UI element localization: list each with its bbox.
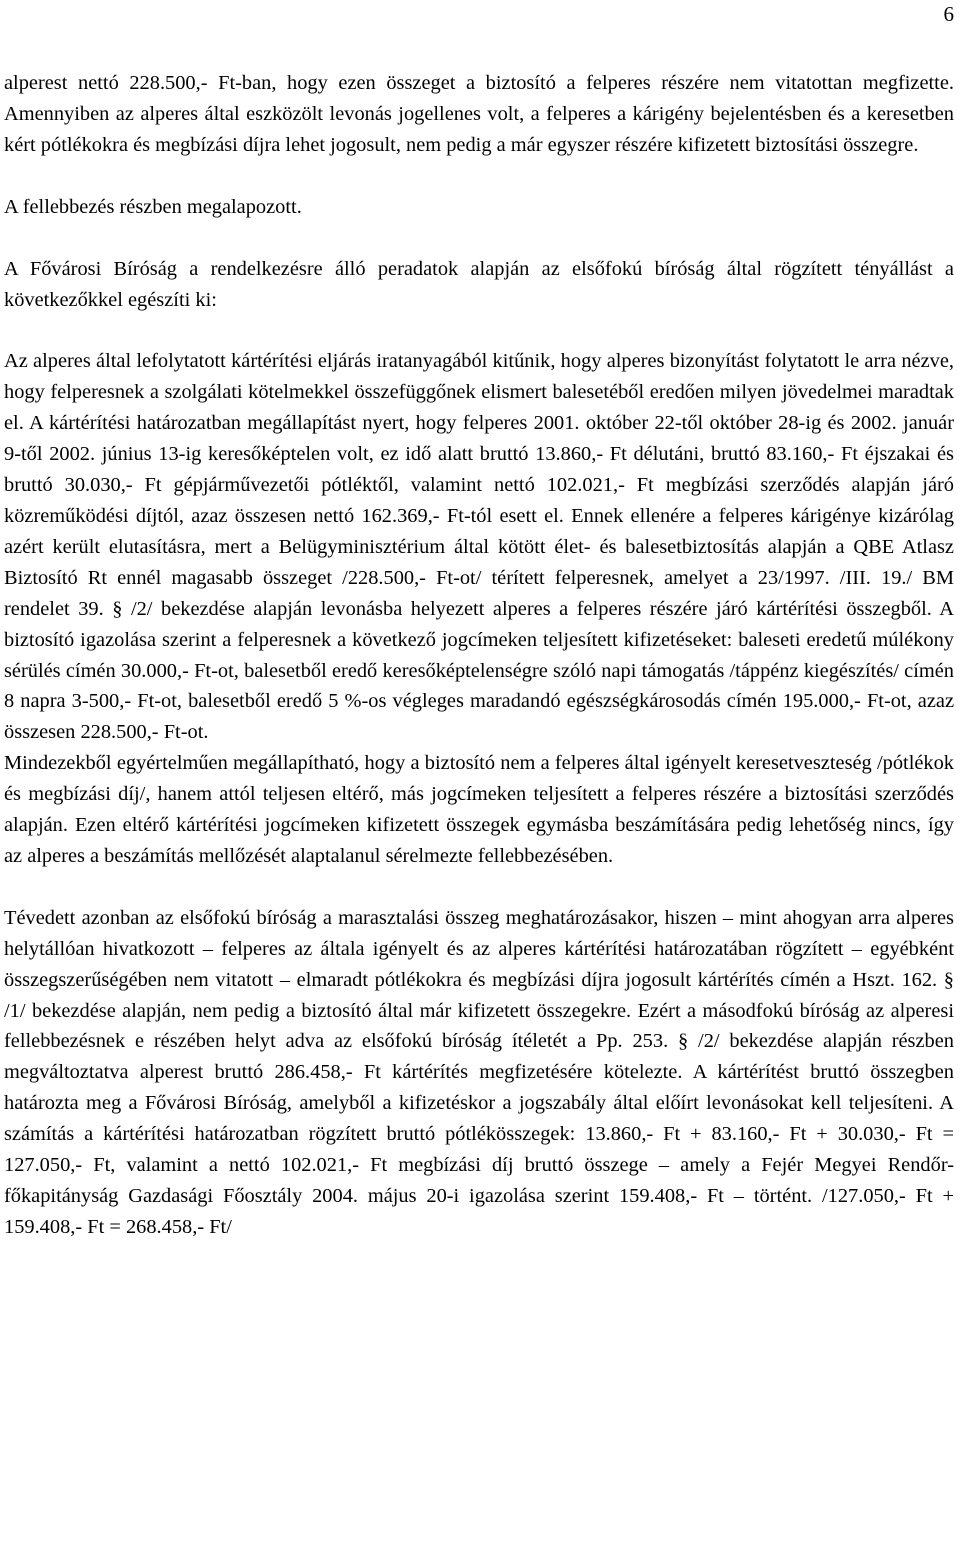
document-body	[4, 68, 954, 1243]
paragraph: Mindezekből egyértelműen megállapítható, hogy a biztosító nem a felperes által igényelt keresetveszteség /pótlékok és megbízási díj/, hanem attól teljesen eltérő, más jogcímeken teljesített a felperes részére a biztosítási szerződés alapján. Ezen eltérő kártérítési jogcímeken kifizetett összegek egymásba beszámítására pedig lehetőség nincs, így az alperes a beszámítás mellőzését alaptalanul sérelmezte fellebbezésében.	[4, 752, 954, 867]
paragraph: Tévedett azonban az elsőfokú bíróság a marasztalási összeg meghatározásakor, hiszen – mint ahogyan arra alperes helytállóan hivatkozott – felperes az általa igényelt és az alperes kártérítési határozatában rögzített – egyébként összegszerűségében nem vitatott – elmaradt pótlékokra és megbízási díjra jogosult kártérítés címén a Hszt. 162. § /1/ bekezdése alapján, nem pedig a biztosító által már kifizetett összegekre. Ezért a másodfokú bíróság az alperesi fellebbezésnek e részében helyt adva az elsőfokú bíróság ítéletét a Pp. 253. § /2/ bekezdése alapján részben megváltoztatva alperest bruttó 286.458,- Ft kártérítés megfizetésére kötelezte. A kártérítést bruttó összegben határozta meg a Fővárosi Bíróság, amelyből a kifizetéskor a jogszabály által előírt levonásokat kell teljesíteni. A számítás a kártérítési határozatban rögzített bruttó pótlékösszegek: 13.860,- Ft + 83.160,- Ft + 30.030,- Ft = 127.050,- Ft, valamint a nettó 102.021,- Ft megbízási díj bruttó összege – amely a Fejér Megyei Rendőr-főkapitányság Gazdasági Főosztály 2004. május 20-i igazolása szerint 159.408,- Ft – történt. /127.050,- Ft + 159.408,- Ft = 268.458,- Ft/	[4, 906, 954, 1238]
paragraph: A Fővárosi Bíróság a rendelkezésre álló peradatok alapján az elsőfokú bíróság által rögzített tényállást a következőkkel egészíti ki:	[4, 257, 954, 311]
page-number: 6	[943, 2, 954, 26]
paragraph: A fellebbezés részben megalapozott.	[4, 195, 302, 218]
paragraph: Az alperes által lefolytatott kártérítési eljárás iratanyagából kitűnik, hogy alperes bizonyítást folytatott le arra nézve, hogy felperesnek a szolgálati kötelmekkel összefüggőnek elismert balesetéből eredően milyen jövedelmei maradtak el. A kártérítési határozatban megállapítást nyert, hogy felperes 2001. október 22-től október 28-ig és 2002. január 9-től 2002. június 13-ig keresőképtelen volt, ez idő alatt bruttó 13.860,- Ft délutáni, bruttó 83.160,- Ft éjszakai és bruttó 30.030,- Ft gépjárművezetői pótléktől, valamint nettó 102.021,- Ft megbízási szerződés alapján járó közreműködési díjtól, azaz összesen nettó 162.369,- Ft-tól esett el. Ennek ellenére a felperes kárigénye kizárólag azért került elutasításra, mert a Belügyminisztérium által kötött élet- és balesetbiztosítás alapján a QBE Atlasz Biztosító Rt ennél magasabb összeget /228.500,- Ft-ot/ térített felperesnek, amelyet a 23/1997. /III. 19./ BM rendelet 39. § /2/ bekezdése alapján levonásba helyezett alperes a felperes részére járó kártérítési összegből. A biztosító igazolása szerint a felperesnek a következő jogcímeken teljesített kifizetéseket: baleseti eredetű múlékony sérülés címén 30.000,- Ft-ot, balesetből eredő keresőképtelenségre szóló napi támogatás /táppénz kiegészítés/ címén 8 napra 3-500,- Ft-ot, balesetből eredő 5 %-os végleges maradandó egészségkárosodás címén 195.000,- Ft-ot, azaz összesen 228.500,- Ft-ot.	[4, 350, 954, 744]
paragraph: alperest nettó 228.500,- Ft-ban, hogy ezen összeget a biztosító a felperes részére nem vitatottan megfizette. Amennyiben az alperes által eszközölt levonás jogellenes volt, a felperes a kárigény bejelentésben és a keresetben kért pótlékokra és megbízási díjra lehet jogosult, nem pedig a már egyszer részére kifizetett biztosítási összegre.	[4, 72, 954, 156]
